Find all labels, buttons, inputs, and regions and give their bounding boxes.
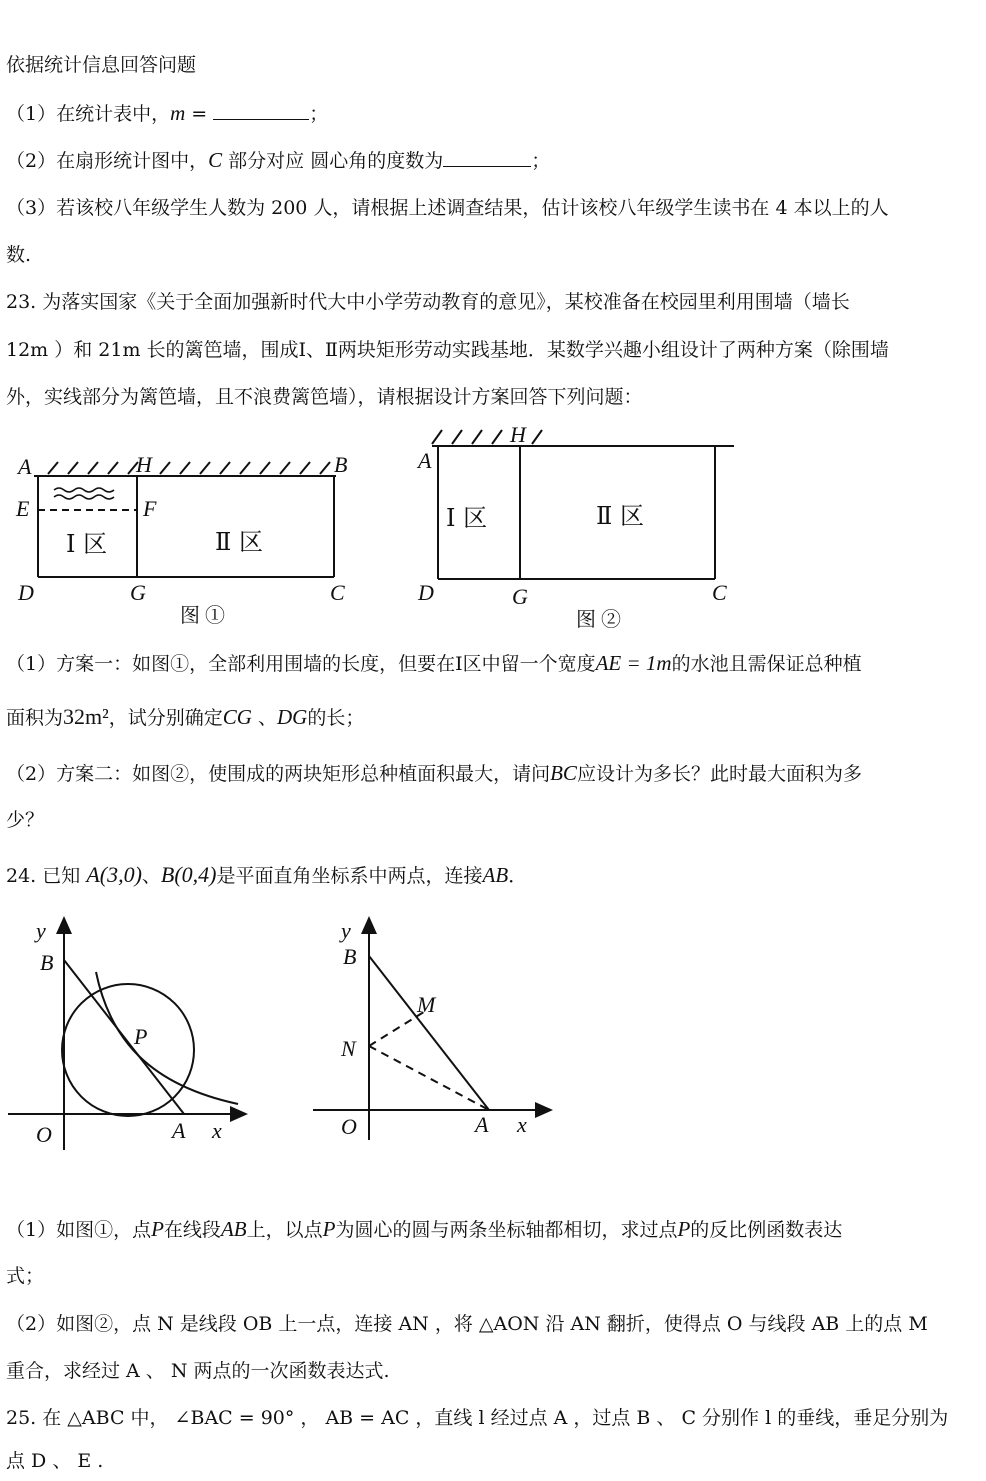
label-B: B (40, 950, 54, 975)
math-P: P (322, 1217, 336, 1241)
circle-P (62, 984, 194, 1116)
point-A: A(3,0) (86, 862, 142, 887)
q25-line2: 点 D 、 E . (6, 1450, 104, 1472)
segment-NA (369, 1046, 489, 1110)
text: 面积为 (6, 707, 64, 729)
q22-part1 (6, 100, 328, 127)
text: 的长； (307, 707, 365, 729)
segment-AB (64, 960, 184, 1114)
math-AE: AE = 1m (595, 651, 672, 675)
label-y: y (36, 918, 46, 943)
q22-part2-text: （2）在扇形统计图中， (6, 150, 209, 172)
q22-part2 (6, 147, 550, 174)
zone-2-label: Ⅱ 区 (596, 502, 644, 530)
label-x: x (517, 1112, 527, 1137)
label-E: E (16, 496, 30, 521)
q23-s1-line2 (6, 704, 364, 731)
q24-line1 (6, 862, 527, 889)
q22-part1-text: （1）在统计表中， (6, 103, 171, 125)
pool-water-icon (54, 488, 114, 499)
q23-s2-line1 (6, 760, 862, 787)
label-N: N (341, 1036, 356, 1061)
q22-intro: 依据统计信息回答问题 (6, 54, 197, 76)
text: 的反比例函数表达 (690, 1219, 843, 1241)
label-x: x (212, 1118, 222, 1143)
q22-part3-line2: 数. (6, 244, 32, 266)
text: （2）方案二：如图②，使围成的两块矩形总种植面积最大，请问 (6, 763, 551, 785)
label-B: B (343, 944, 357, 969)
label-C: C (712, 580, 727, 605)
label-D: D (18, 580, 34, 605)
math-P: P (677, 1217, 691, 1241)
text: （1）如图①，点 (6, 1219, 152, 1241)
q24-s2-line1: （2）如图②，点 N 是线段 OB 上一点，连接 AN ，将 △AON 沿 AN 翻折，使得点 O 与线段 AB 上的点 M (6, 1313, 928, 1335)
q24-figure-2 (305, 910, 565, 1150)
semicolon: ； (531, 150, 551, 172)
math-AB: AB (220, 1217, 247, 1241)
q24-figure-1 (0, 910, 260, 1160)
label-A: A (18, 454, 32, 479)
hyperbola-curve (96, 972, 238, 1104)
segment-AB (369, 956, 489, 1110)
q22-part3-line1: （3）若该校八年级学生人数为 200 人，请根据上述调查结果，估计该校八年级学生读书在 4 本以上的人 (6, 197, 889, 219)
q23-s1-line1 (6, 650, 862, 677)
q23-figure-1 (10, 440, 370, 635)
label-B: B (334, 452, 348, 477)
q22-part2-text-b: 部分对应 (222, 150, 305, 172)
q25-line1: 25. 在 △ABC 中， ∠BAC = 90° ， AB = AC ，直线 l 经过点 A ，过点 B 、 C 分别作 l 的垂线，垂足分别为 (6, 1407, 949, 1429)
label-O: O (36, 1122, 52, 1147)
q23-line3: 外，实线部分为篱笆墙，且不浪费篱笆墙），请根据设计方案回答下列问题： (6, 386, 643, 408)
var-c: C (208, 148, 223, 172)
label-H: H (510, 422, 526, 447)
zone-2-label: Ⅱ 区 (215, 528, 263, 556)
label-P: P (134, 1024, 148, 1049)
text: 、 (251, 707, 277, 729)
text: （1）方案一：如图①，全部利用围墙的长度，但要在Ⅰ区中留一个宽度 (6, 653, 596, 675)
q23-line1: 23. 为落实国家《关于全面加强新时代大中小学劳动教育的意见》，某校准备在校园里利用围墙（墙长 (6, 291, 850, 313)
q23-line2: 12m ）和 21m 长的篱笆墙，围成Ⅰ、Ⅱ两块矩形劳动实践基地．某数学兴趣小组设计了两种方案（除围墙 (6, 339, 889, 361)
zone-1-label: Ⅰ 区 (446, 504, 488, 532)
math-CG: CG (222, 705, 252, 729)
text: 是平面直角坐标系中两点，连接 (216, 865, 483, 887)
math-DG: DG (276, 705, 308, 729)
answer-blank-angle[interactable] (443, 148, 531, 167)
label-C: C (330, 580, 345, 605)
label-D: D (418, 580, 434, 605)
text: 应设计为多长？此时最大面积为多 (576, 763, 862, 785)
label-A: A (475, 1112, 489, 1137)
q23-figure-2 (410, 418, 750, 633)
answer-blank-m[interactable] (213, 101, 309, 120)
zone-1-label: Ⅰ 区 (66, 530, 108, 558)
label-y: y (341, 918, 351, 943)
text: 、 (141, 865, 161, 887)
math-P: P (151, 1217, 164, 1241)
text: 上，以点 (246, 1219, 323, 1241)
label-H: H (136, 452, 152, 477)
label-F: F (143, 496, 157, 521)
text: 24. 已知 (6, 865, 81, 887)
label-O: O (341, 1114, 357, 1139)
q24-s1-line1 (6, 1216, 842, 1243)
q22-part2-text-c: 圆心角的度数为 (304, 150, 444, 172)
label-A: A (172, 1118, 186, 1143)
math-BC: BC (550, 761, 577, 785)
label-G: G (512, 584, 528, 609)
label-M: M (417, 992, 436, 1017)
wall-hatch (48, 462, 330, 474)
point-B: B(0,4) (160, 862, 217, 887)
q24-s1-line2: 式； (6, 1265, 45, 1287)
figure-caption: 图 ① (180, 605, 225, 627)
equals: = (185, 103, 214, 125)
text: 的水池且需保证总种植 (671, 653, 862, 675)
figure-caption: 图 ② (576, 609, 621, 631)
text: ． (508, 865, 528, 887)
text: ，试分别确定 (108, 707, 223, 729)
q24-s2-line2: 重合，求经过 A 、 N 两点的一次函数表达式. (6, 1360, 390, 1382)
text: 在线段 (163, 1219, 221, 1241)
math-AB: AB (482, 863, 509, 887)
semicolon: ； (309, 103, 329, 125)
q23-s2-line2: 少？ (6, 809, 45, 831)
var-m: m (170, 101, 186, 125)
label-G: G (130, 580, 146, 605)
label-A: A (418, 448, 432, 473)
math-area: 32m² (63, 704, 109, 729)
text: 为圆心的圆与两条坐标轴都相切，求过点 (335, 1219, 678, 1241)
